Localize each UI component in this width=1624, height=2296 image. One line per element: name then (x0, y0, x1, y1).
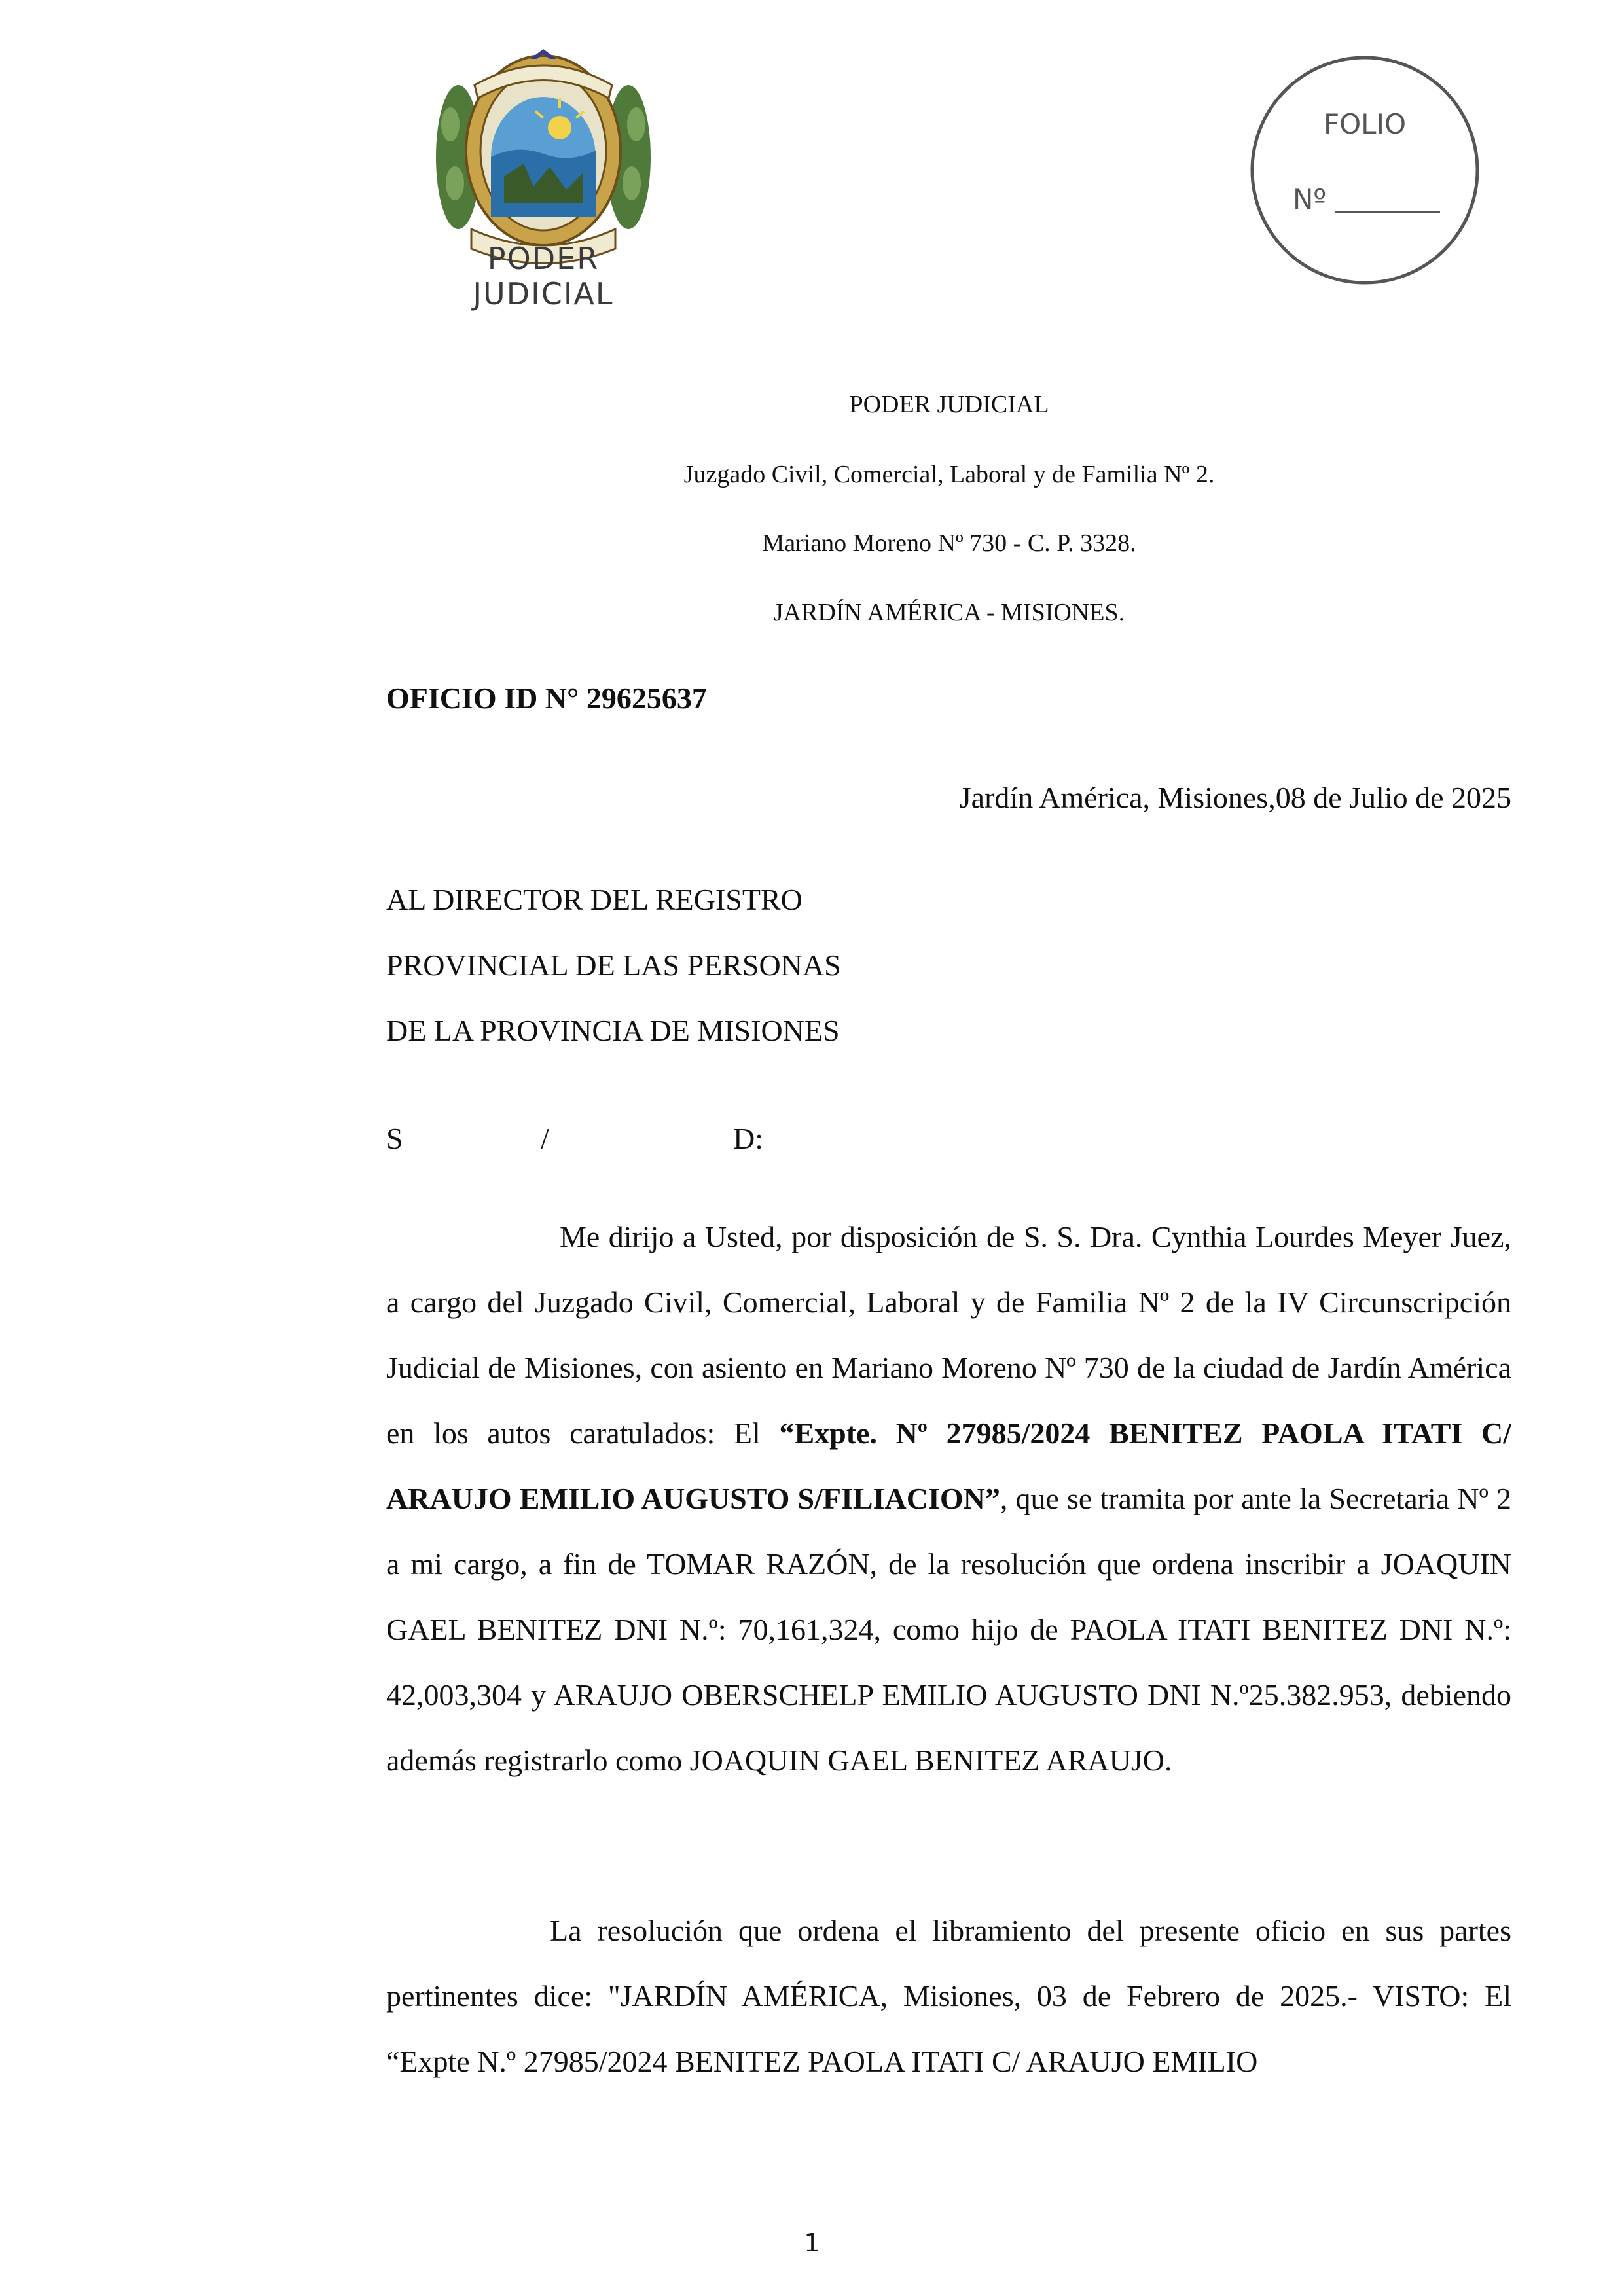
header-line-1: PODER JUDICIAL (849, 391, 1049, 418)
header-line-2: Juzgado Civil, Comercial, Laboral y de Familia Nº 2. (683, 461, 1215, 488)
salutation-d: D: (733, 1122, 763, 1155)
paragraph-1-text-b: , que se tramita por ante la Secretaria Nº 2 a mi cargo, a fin de TOMAR RAZÓN, de la resolución que ordena inscribir a JOAQUIN GAEL BENITEZ DNI N.º: 70,161,324, como hijo de PAOLA ITATI BENITEZ DNI N.º: 42,003,304 y ARAUJO OBERSCHELP EMILIO AUGUSTO DNI N.º25.382.953, debiendo además registrarlo como JOAQUIN GAEL BENITEZ ARAUJO. (386, 1482, 1511, 1777)
folio-number-blank (1335, 211, 1440, 213)
paragraph-2-text: La resolución que ordena el libramiento del presente oficio en sus partes pertinentes dice: "JARDÍN AMÉRICA, Misiones, 03 de Febrero de 2025.- VISTO: El “Expte N.º 27985/2024 BENITEZ PAOLA ITATI C/ ARAUJO EMILIO (386, 1914, 1511, 2078)
addressee-line-3: DE LA PROVINCIA DE MISIONES (386, 1014, 840, 1047)
folio-title: FOLIO (1323, 108, 1407, 140)
folio-number-label: Nº (1293, 183, 1327, 215)
paragraph-1-text-a: Me dirijo a Usted, por disposición de S. S. Dra. Cynthia Lourdes Meyer Juez, a cargo del Juzgado Civil, Comercial, Laboral y de Familia Nº 2 de la IV Circunscripción Judicial de Misiones, con asiento en Mariano Moreno Nº 730 de la ciudad de Jardín América en los autos caratulados: El (386, 1220, 1511, 1450)
body-paragraph-2 (386, 1898, 1511, 2094)
folio-stamp (1247, 52, 1483, 288)
header-line-4: JARDÍN AMÉRICA - MISIONES. (773, 599, 1125, 626)
addressee-line-1: AL DIRECTOR DEL REGISTRO (386, 883, 803, 916)
page-number: 1 (804, 2229, 820, 2257)
body-paragraph-1 (386, 1204, 1511, 1793)
oficio-id: OFICIO ID N° 29625637 (386, 681, 707, 715)
salutation-s: S (386, 1122, 403, 1155)
salutation-slash: / (541, 1122, 549, 1155)
case-title: “Expte. Nº 27985/2024 BENITEZ PAOLA ITATI C/ ARAUJO EMILIO AUGUSTO S/FILIACION” (386, 1416, 1511, 1515)
header-line-3: Mariano Moreno Nº 730 - C. P. 3328. (762, 529, 1136, 557)
folio-circle-icon (1247, 52, 1483, 288)
logo-caption: PODER JUDICIAL (473, 241, 614, 312)
addressee-line-2: PROVINCIAL DE LAS PERSONAS (386, 948, 841, 982)
date-line: Jardín América, Misiones,08 de Julio de 2025 (959, 781, 1511, 814)
